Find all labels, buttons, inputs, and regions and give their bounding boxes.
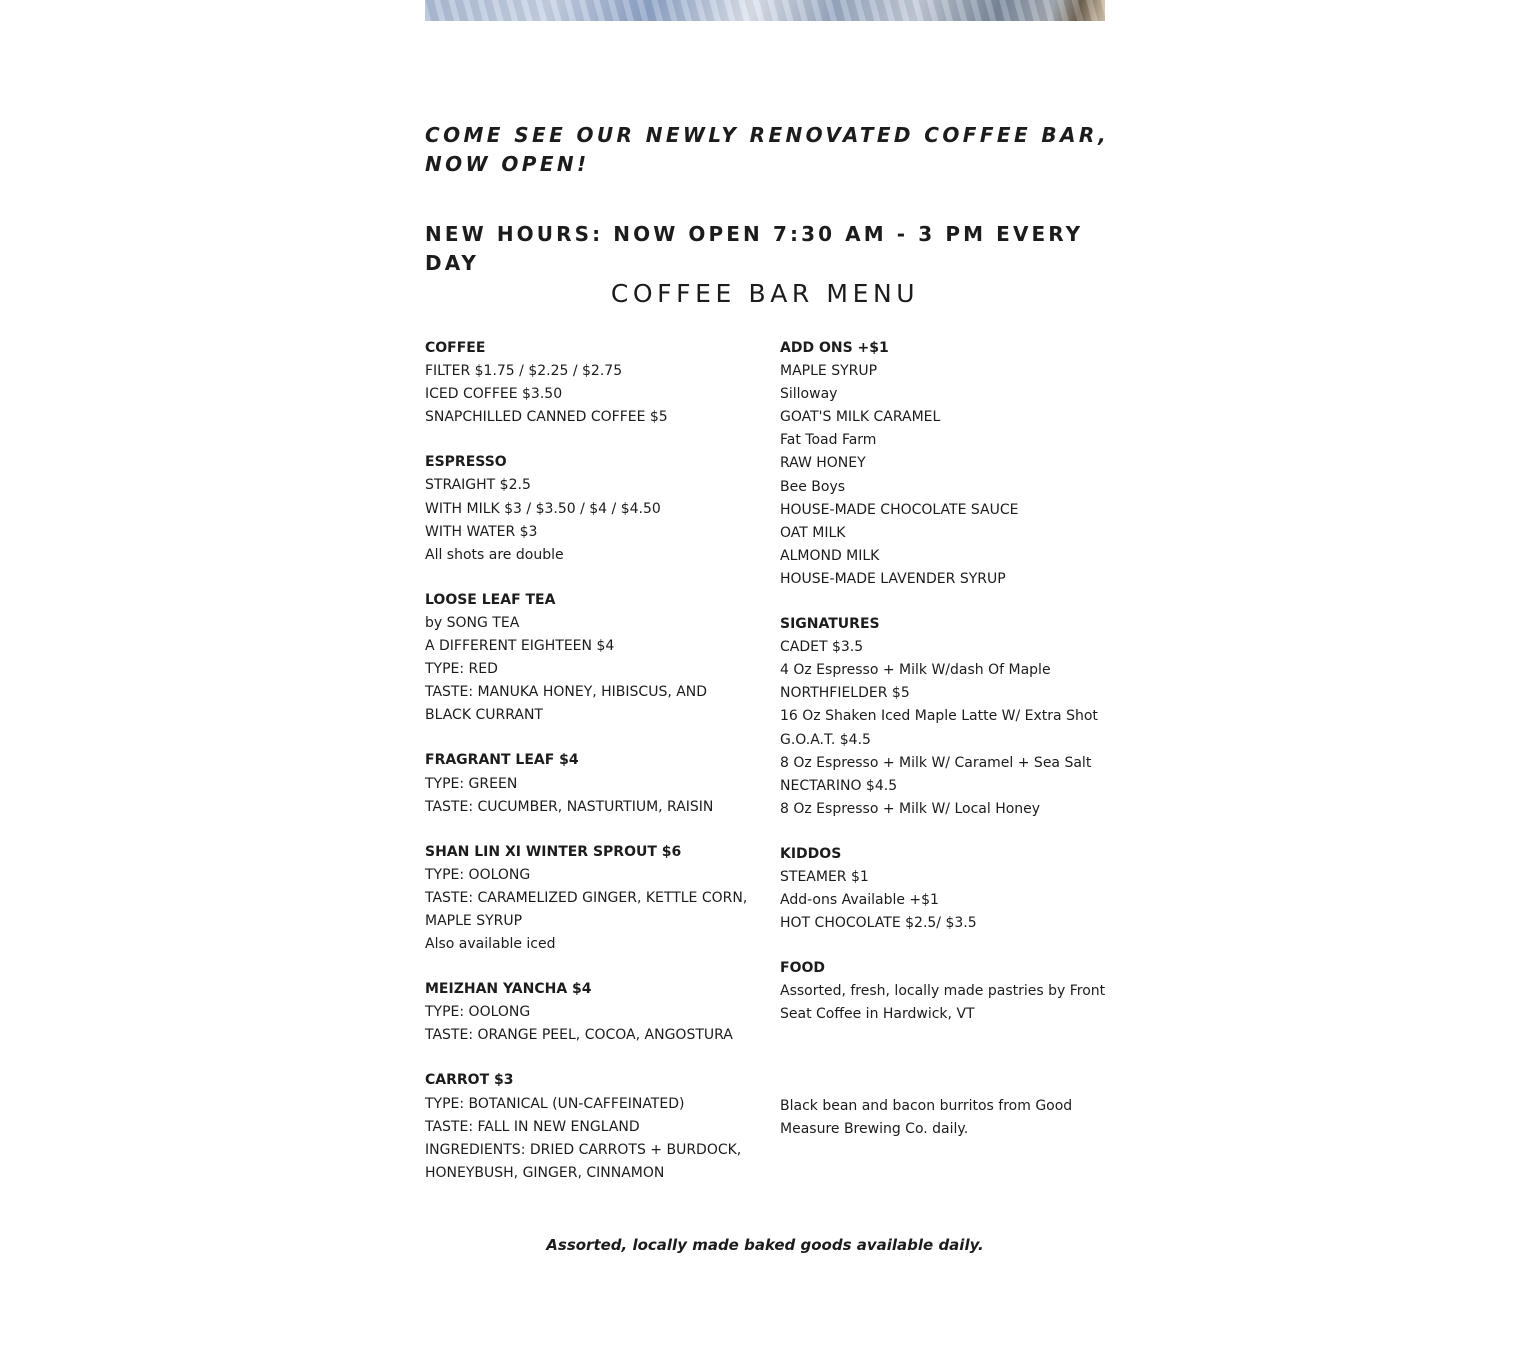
- section-coffee: [425, 337, 755, 429]
- menu-note: Bee Boys: [780, 478, 846, 495]
- menu-item: Assorted, fresh, locally made pastries by Front Seat Coffee in Hardwick, VT: [780, 983, 1106, 1023]
- menu-item: A DIFFERENT EIGHTEEN $4: [425, 638, 615, 655]
- section-signatures: [780, 613, 1110, 821]
- section-heading: FOOD: [780, 960, 825, 977]
- menu-item: TASTE: ORANGE PEEL, COCOA, ANGOSTURA: [425, 1027, 733, 1044]
- section-heading: SHAN LIN XI WINTER SPROUT $6: [425, 843, 682, 860]
- section-heading: COFFEE: [425, 340, 486, 356]
- announcement-heading: COME SEE OUR NEWLY RENOVATED COFFEE BAR, NOW OPEN!: [425, 123, 1110, 176]
- menu-item: NORTHFIELDER $5: [780, 685, 910, 702]
- section-heading: MEIZHAN YANCHA $4: [425, 981, 592, 998]
- menu-note: Fat Toad Farm: [780, 432, 877, 449]
- menu-item: GOAT'S MILK CARAMEL: [780, 409, 941, 426]
- menu-item: STRAIGHT $2.5: [425, 477, 531, 494]
- menu-item: TASTE: CARAMELIZED GINGER, KETTLE CORN, MAPLE SYRUP: [425, 889, 748, 929]
- menu-item: FILTER $1.75 / $2.25 / $2.75: [425, 363, 623, 380]
- menu-item: MAPLE SYRUP: [780, 363, 878, 380]
- menu-item: OAT MILK: [780, 524, 846, 541]
- menu-item: TYPE: BOTANICAL (UN-CAFFEINATED): [425, 1095, 685, 1112]
- menu-item: CADET $3.5: [780, 639, 864, 656]
- menu-item: HOT CHOCOLATE $2.5/ $3.5: [780, 915, 977, 932]
- spacer: [780, 1027, 1110, 1095]
- menu-item: RAW HONEY: [780, 455, 866, 472]
- menu-note: Add-ons Available +$1: [780, 892, 939, 909]
- baked-goods-note: Assorted, locally made baked goods available daily.: [546, 1236, 984, 1254]
- section-carrot: [425, 1069, 755, 1184]
- section-fragrant-leaf: [425, 749, 755, 818]
- menu-item: HOUSE-MADE LAVENDER SYRUP: [780, 570, 1006, 587]
- menu-item: WITH MILK $3 / $3.50 / $4 / $4.50: [425, 500, 661, 517]
- section-heading: KIDDOS: [780, 845, 842, 862]
- section-heading: LOOSE LEAF TEA: [425, 591, 556, 608]
- section-meizhan-yancha: [425, 978, 755, 1047]
- menu-note: All shots are double: [425, 546, 564, 563]
- menu-item: STEAMER $1: [780, 868, 869, 885]
- menu-item: TASTE: FALL IN NEW ENGLAND: [425, 1118, 640, 1135]
- section-espresso: [425, 451, 755, 566]
- section-heading: ESPRESSO: [425, 454, 507, 471]
- menu-item: Black bean and bacon burritos from Good Measure Brewing Co. daily.: [780, 1097, 1073, 1137]
- menu-item: WITH WATER $3: [425, 523, 538, 540]
- menu-item: TYPE: RED: [425, 661, 498, 678]
- menu-item: INGREDIENTS: DRIED CARROTS + BURDOCK, HONEYBUSH, GINGER, CINNAMON: [425, 1141, 742, 1181]
- section-heading: SIGNATURES: [780, 616, 880, 633]
- menu-note: Also available iced: [425, 936, 556, 953]
- section-add-ons: [780, 337, 1110, 591]
- menu-item: ICED COFFEE $3.50: [425, 386, 563, 403]
- hero-image: [425, 0, 1105, 21]
- menu-right-column: [780, 337, 1110, 1163]
- menu-note: 8 Oz Espresso + Milk W/ Local Honey: [780, 800, 1041, 817]
- menu-item: TYPE: OOLONG: [425, 866, 531, 883]
- menu-item: TYPE: OOLONG: [425, 1004, 531, 1021]
- menu-note: 8 Oz Espresso + Milk W/ Caramel + Sea Salt: [780, 754, 1092, 771]
- menu-item: HOUSE-MADE CHOCOLATE SAUCE: [780, 501, 1019, 518]
- section-heading: CARROT $3: [425, 1072, 514, 1089]
- menu-item: TYPE: GREEN: [425, 775, 518, 792]
- menu-title: COFFEE BAR MENU: [610, 279, 920, 308]
- menu-item: by SONG TEA: [425, 614, 520, 631]
- menu-item: ALMOND MILK: [780, 547, 880, 564]
- menu-item: SNAPCHILLED CANNED COFFEE $5: [425, 409, 668, 426]
- section-loose-leaf-tea: [425, 589, 755, 728]
- hours-heading: NEW HOURS: NOW OPEN 7:30 AM - 3 PM EVERY DAY: [425, 222, 1084, 275]
- section-heading: FRAGRANT LEAF $4: [425, 752, 579, 769]
- section-heading: ADD ONS +$1: [780, 340, 889, 356]
- section-shan-lin-xi: [425, 841, 755, 956]
- menu-note: 4 Oz Espresso + Milk W/dash Of Maple: [780, 662, 1051, 679]
- menu-item: TASTE: MANUKA HONEY, HIBISCUS, AND BLACK CURRANT: [425, 684, 708, 724]
- menu-item: NECTARINO $4.5: [780, 777, 898, 794]
- menu-left-column: [425, 337, 755, 1207]
- menu-note: Silloway: [780, 386, 838, 403]
- section-kiddos: [780, 843, 1110, 935]
- menu-note: 16 Oz Shaken Iced Maple Latte W/ Extra Shot: [780, 708, 1098, 725]
- menu-item: G.O.A.T. $4.5: [780, 731, 871, 748]
- section-food: [780, 957, 1110, 1140]
- menu-item: TASTE: CUCUMBER, NASTURTIUM, RAISIN: [425, 798, 714, 815]
